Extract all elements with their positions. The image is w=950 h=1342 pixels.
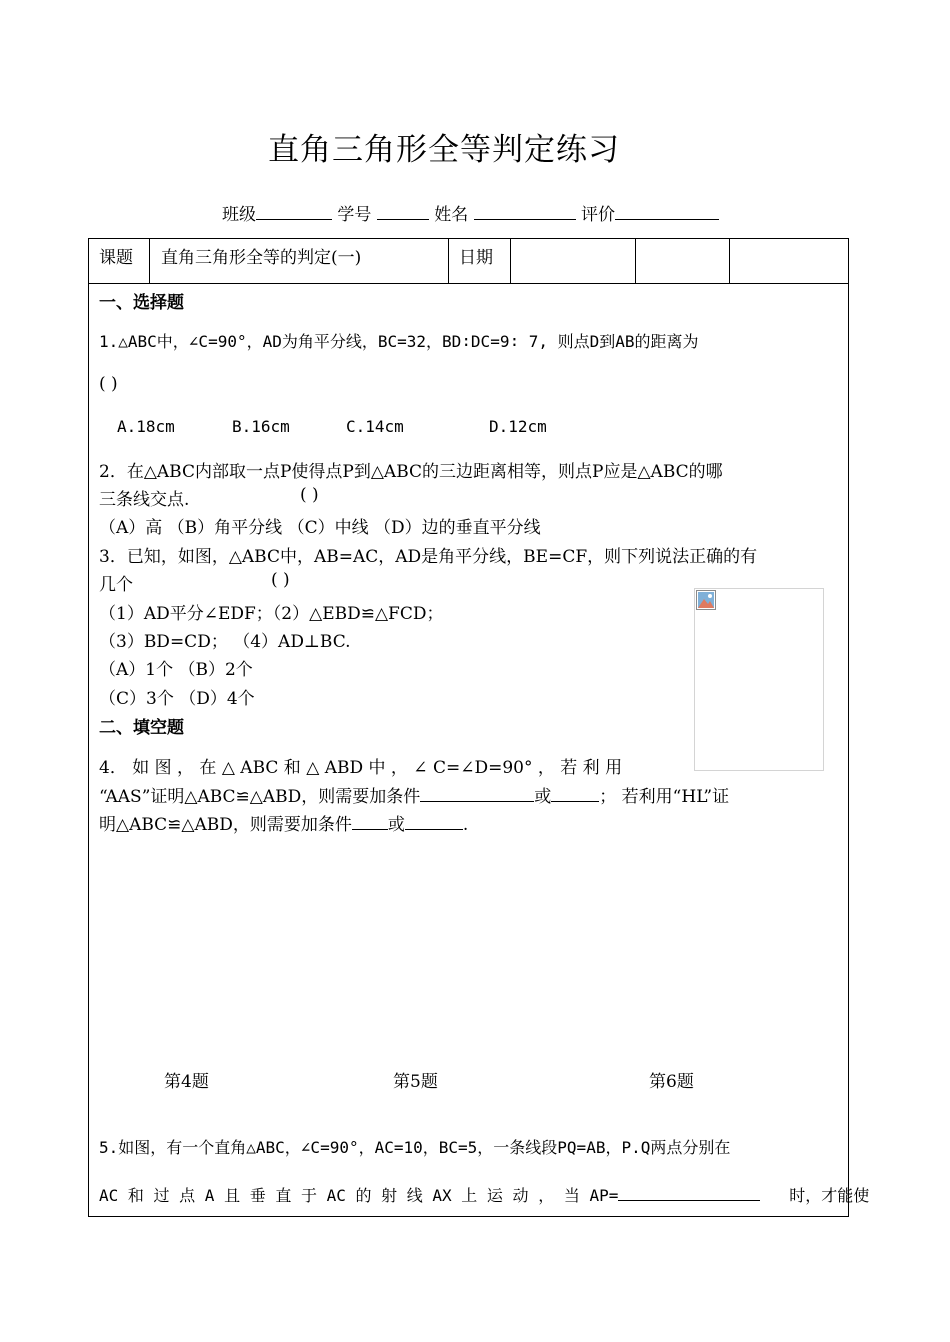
- question-3-answer-paren: ( ): [271, 570, 290, 590]
- question-4-blank-4: [405, 812, 463, 830]
- question-5-line-1: 5.如图，有一个直角△ABC，∠C=90°，AC=10，BC=5，一条线段PQ=AB，P.Q两点分别在: [99, 1138, 731, 1157]
- question-4-or-2: 或: [387, 815, 405, 835]
- question-2-options: （A）高 （B）角平分线 （C）中线 （D）边的垂直平分线: [99, 518, 541, 538]
- figure-label-5: 第5题: [393, 1072, 438, 1092]
- question-3-options-2: （C）3个 （D）4个: [99, 689, 255, 709]
- header-row: [89, 239, 848, 284]
- question-2-line-1: 2．在△ABC内部取一点P使得点P到△ABC的三边距离相等，则点P应是△ABC的哪: [99, 462, 723, 482]
- question-1-option-c: C.14cm: [346, 417, 404, 436]
- divider: [729, 239, 730, 283]
- question-5-text: AC 和 过 点 A 且 垂 直 于 AC 的 射 线 AX 上 运 动 ， 当 AP=: [99, 1186, 619, 1205]
- section-heading-choice: 一、选择题: [99, 293, 184, 313]
- page-title: 直角三角形全等判定练习: [268, 132, 620, 168]
- question-4-blank-2: [551, 784, 599, 802]
- name-blank: [474, 202, 576, 220]
- question-4-condition-text: 明△ABC≌△ABD，则需要加条件: [99, 815, 352, 835]
- name-label: 姓名: [434, 205, 469, 225]
- question-3-statements-1: （1）AD平分∠EDF；（2）△EBD≌△FCD；: [99, 604, 444, 624]
- divider: [448, 239, 449, 283]
- question-1-option-b: B.16cm: [232, 417, 290, 436]
- figure-placeholder: [694, 588, 824, 771]
- question-5-blank: [618, 1183, 760, 1201]
- student-info-line: [222, 200, 719, 225]
- student-id-label: 学号: [337, 205, 372, 225]
- question-4-line-1: 4． 如 图 ， 在 △ ABC 和 △ ABD 中 ， ∠ C=∠D=90° ， 若 利 用: [99, 758, 623, 778]
- question-4-blank-1: [420, 784, 534, 802]
- question-2-line-2: 三条线交点.: [99, 490, 190, 510]
- question-1-option-a: A.18cm: [117, 417, 175, 436]
- divider: [635, 239, 636, 283]
- question-4-blank-3: [352, 812, 388, 830]
- evaluation-label: 评价: [581, 205, 616, 225]
- question-3-line-1: 3．已知，如图，△ABC中，AB=AC，AD是角平分线，BE=CF，则下列说法正确的有: [99, 547, 758, 567]
- date-label: 日期: [459, 248, 493, 268]
- class-blank: [256, 202, 332, 220]
- question-5-tail: 时，才能使: [789, 1186, 870, 1205]
- question-4-aas-text: “AAS”证明△ABC≌△ABD，则需要加条件: [99, 787, 421, 807]
- question-4-line-3: [99, 810, 468, 835]
- student-id-blank: [377, 202, 429, 220]
- class-label: 班级: [222, 205, 256, 225]
- question-1-option-d: D.12cm: [489, 417, 547, 436]
- question-4-or: 或: [534, 787, 552, 807]
- evaluation-blank: [615, 202, 719, 220]
- question-4-hl-text: ； 若利用“HL”证: [599, 787, 730, 807]
- question-3-line-2: 几个: [99, 575, 133, 595]
- divider: [149, 239, 150, 283]
- question-2-answer-paren: ( ): [300, 485, 319, 505]
- question-3-statements-2: （3）BD=CD； （4）AD⊥BC.: [99, 632, 351, 652]
- section-heading-fill-in: 二、填空题: [99, 718, 184, 738]
- question-4-period: .: [462, 815, 469, 835]
- topic-label: 课题: [99, 248, 133, 268]
- topic-value: 直角三角形全等的判定(一): [161, 248, 362, 268]
- question-4-line-2: [99, 782, 729, 807]
- divider: [510, 239, 511, 283]
- question-1-text: 1.△ABC中，∠C=90°，AD为角平分线，BC=32，BD∶DC=9∶ 7, 则点D到AB的距离为: [99, 332, 699, 351]
- broken-image-icon: [696, 590, 716, 610]
- question-1-answer-paren: ( ): [99, 374, 118, 394]
- question-5-line-2: [99, 1183, 869, 1206]
- figure-label-6: 第6题: [649, 1072, 694, 1092]
- figure-label-4: 第4题: [164, 1072, 209, 1092]
- question-3-options-1: （A）1个 （B）2个: [99, 660, 253, 680]
